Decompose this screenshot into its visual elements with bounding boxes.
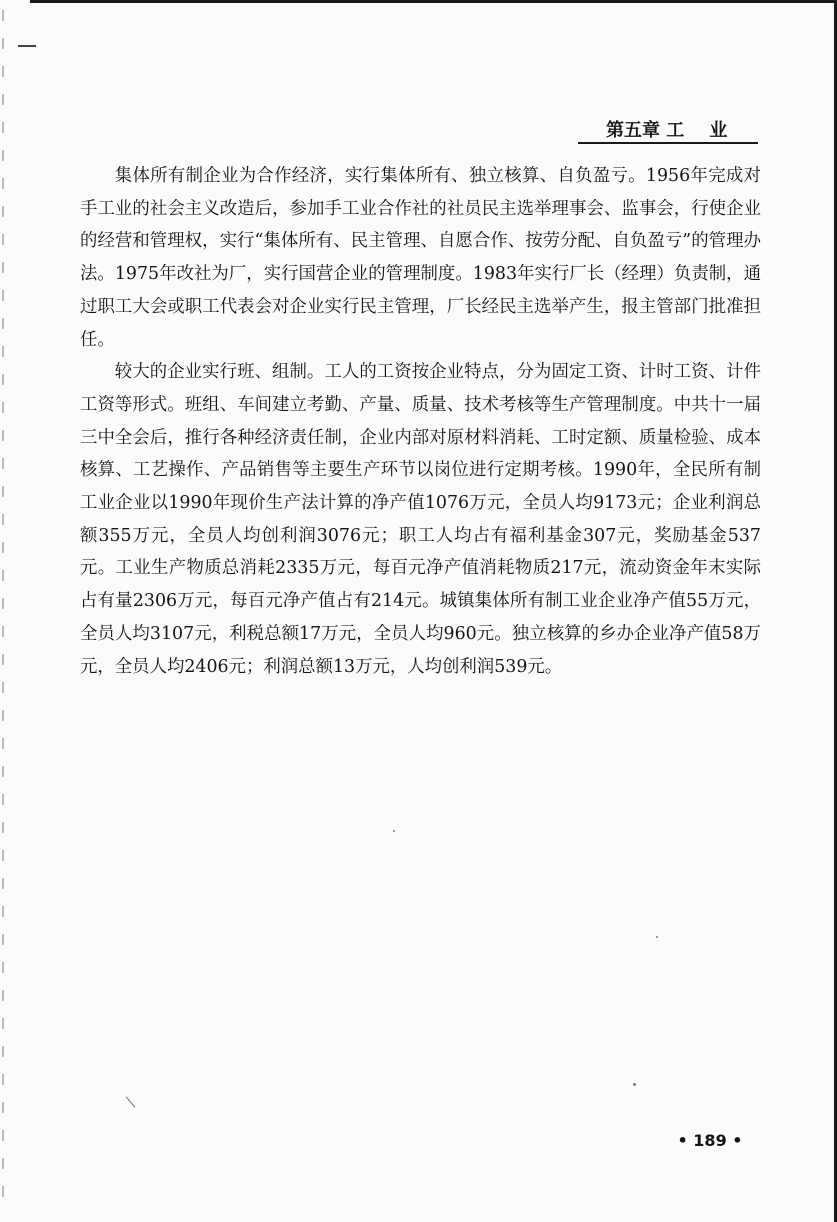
page-number: • 189 •	[677, 1131, 743, 1150]
scan-border-top	[30, 0, 837, 3]
scan-artifact-mark	[18, 45, 36, 47]
header-rule	[578, 142, 758, 144]
scan-speck	[656, 936, 658, 938]
scan-speck	[393, 830, 395, 832]
scan-binding-marks	[2, 10, 4, 1210]
body-text	[80, 160, 761, 683]
paragraph-2: 较大的企业实行班、组制。工人的工资按企业特点，分为固定工资、计时工资、计件工资等形式。班组、车间建立考勤、产量、质量、技术考核等生产管理制度。中共十一届三中全会后，推行各种经济责任制，企业内部对原材料消耗、工时定额、质量检验、成本核算、工艺操作、产品销售等主要生产环节以岗位进行定期考核。1990年，全民所有制工业企业以1990年现价生产法计算的净产值1076万元，全员人均9173元；企业利润总额355万元，全员人均创利润3076元；职工人均占有福利基金307元，奖励基金537元。工业生产物质总消耗2335万元，每百元净产值消耗物质217元，流动资金年末实际占有量2306万元，每百元净产值占有214元。城镇集体所有制工业企业净产值55万元，全员人均3107元，利税总额17万元，全员人均960元。独立核算的乡办企业净产值58万元，全员人均2406元；利润总额13万元，人均创利润539元。	[80, 362, 761, 677]
scan-speck	[126, 1096, 136, 1107]
chapter-running-header: 第五章 工 业	[606, 120, 728, 141]
scan-speck	[633, 1083, 636, 1086]
paragraph-1: 集体所有制企业为合作经济，实行集体所有、独立核算、自负盈亏。1956年完成对手工业的社会主义改造后，参加手工业合作社的社员民主选举理事会、监事会，行使企业的经营和管理权，实行“集体所有、民主管理、自愿合作、按劳分配、自负盈亏”的管理办法。1975年改社为厂，实行国营企业的管理制度。1983年实行厂长（经理）负责制，通过职工大会或职工代表会对企业实行民主管理，厂长经民主选举产生，报主管部门批准担任。	[80, 166, 761, 350]
